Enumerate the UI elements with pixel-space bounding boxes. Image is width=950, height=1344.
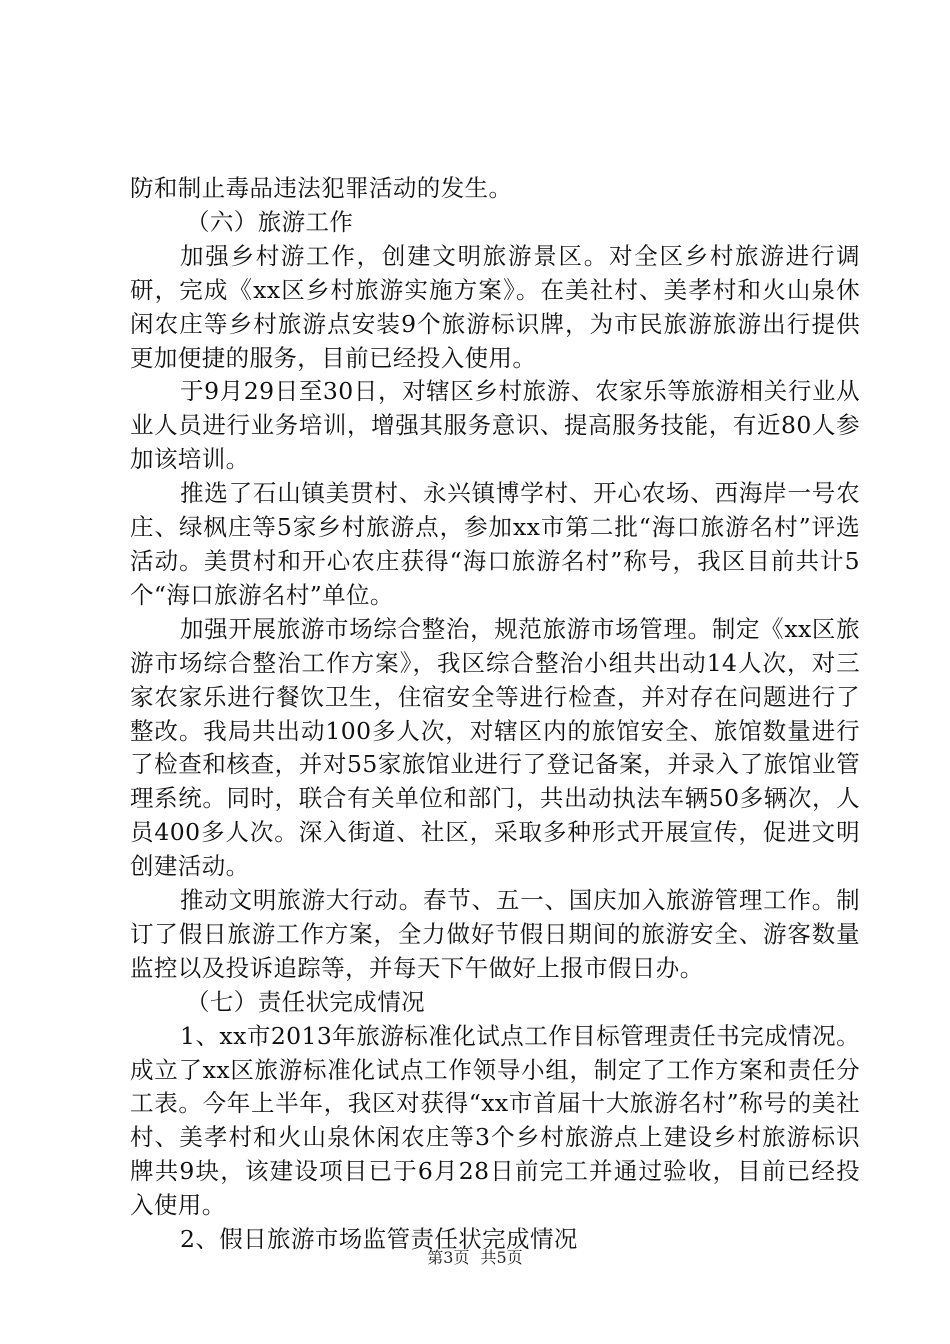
paragraph: 1、xx市2013年旅游标准化试点工作目标管理责任书完成情况。成立了xx区旅游标准化试点工作领导小组，制定了工作方案和责任分工表。今年上半年，我区对获得“xx市首届十大旅游名村”称号的美社村、美孝村和火山泉休闲农庄等3个乡村旅游点上建设乡村旅游标识牌共9块，该建设项目已于6月28日前完工并通过验收，目前已经投入使用。 [130, 1021, 860, 1220]
page-total: 共5页 [480, 1248, 523, 1267]
paragraph: 推动文明旅游大行动。春节、五一、国庆加入旅游管理工作。制订了假日旅游工作方案，全力做好节假日期间的旅游安全、游客数量监控以及投诉追踪等，并每天下午做好上报市假日办。 [130, 886, 860, 982]
paragraph: 加强开展旅游市场综合整治，规范旅游市场管理。制定《xx区旅游市场综合整治工作方案》，我区综合整治小组共出动14人次，对三家农家乐进行餐饮卫生，住宿安全等进行检查，并对存在问题进行了整改。我局共出动100多人次，对辖区内的旅馆安全、旅馆数量进行了检查和核查，并对55家旅馆业进行了登记备案，并录入了旅馆业管理系统。同时，联合有关单位和部门，共出动执法车辆50多辆次，人员400多人次。深入街道、社区，采取多种形式开展宣传，促进文明创建活动。 [130, 614, 860, 881]
paragraph: 于9月29日至30日，对辖区乡村旅游、农家乐等旅游相关行业从业人员进行业务培训，增强其服务意识、提高服务技能，有近80人参加该培训。 [130, 377, 860, 474]
document-body [130, 172, 860, 1257]
paragraph: 加强乡村游工作，创建文明旅游景区。对全区乡村旅游进行调研，完成《xx区乡村旅游实施方案》。在美社村、美孝村和火山泉休闲农庄等乡村旅游点安装9个旅游标识牌，为市民旅游旅游出行提供更加便捷的服务，目前已经投入使用。 [130, 241, 860, 372]
section-heading: （六）旅游工作 [186, 207, 354, 236]
paragraph: 推选了石山镇美贯村、永兴镇博学村、开心农场、西海岸一号农庄、绿枫庄等5家乡村旅游点，参加xx市第二批“海口旅游名村”评选活动。美贯村和开心农庄获得“海口旅游名村”称号，我区目前共计5个“海口旅游名村”单位。 [130, 479, 860, 609]
paragraph: 防和制止毒品违法犯罪活动的发生。 [130, 174, 513, 202]
page-number: 第3页 [427, 1248, 470, 1267]
paragraph: 2、假日旅游市场监管责任状完成情况 [180, 1225, 578, 1254]
section-heading: （七）责任状完成情况 [186, 987, 425, 1016]
page-footer [0, 1245, 950, 1268]
